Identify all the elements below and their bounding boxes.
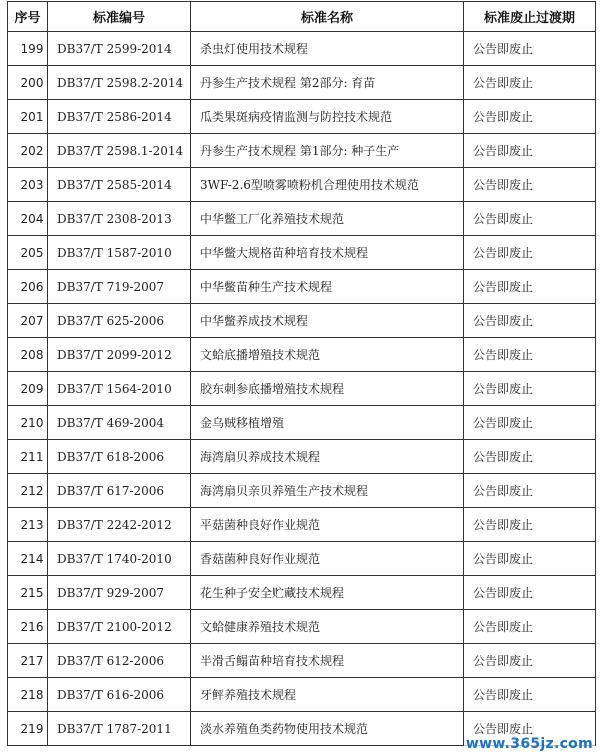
cell-standard-code: DB37/T 2308-2013 xyxy=(48,202,191,236)
cell-abolish-status: 公告即废止 xyxy=(464,338,596,372)
cell-serial-number: 209 xyxy=(8,372,48,406)
cell-serial-number: 205 xyxy=(8,236,48,270)
cell-abolish-status: 公告即废止 xyxy=(464,440,596,474)
cell-standard-name: 香菇菌种良好作业规范 xyxy=(191,542,464,576)
cell-abolish-status: 公告即废止 xyxy=(464,134,596,168)
cell-serial-number: 212 xyxy=(8,474,48,508)
cell-standard-name: 中华鳖养成技术规程 xyxy=(191,304,464,338)
cell-serial-number: 219 xyxy=(8,712,48,746)
table-row xyxy=(8,236,596,270)
table-row xyxy=(8,372,596,406)
cell-standard-code: DB37/T 2599-2014 xyxy=(48,32,191,66)
cell-standard-code: DB37/T 2598.1-2014 xyxy=(48,134,191,168)
cell-standard-name: 丹参生产技术规程 第1部分: 种子生产 xyxy=(191,134,464,168)
cell-serial-number: 218 xyxy=(8,678,48,712)
cell-standard-name: 牙鲆养殖技术规程 xyxy=(191,678,464,712)
header-transition-period: 标准废止过渡期 xyxy=(464,2,596,32)
cell-standard-code: DB37/T 1787-2011 xyxy=(48,712,191,746)
cell-abolish-status: 公告即废止 xyxy=(464,542,596,576)
watermark: www.365jz.com xyxy=(465,736,593,752)
cell-standard-name: 中华鳖苗种生产技术规程 xyxy=(191,270,464,304)
table-body xyxy=(8,32,596,746)
cell-serial-number: 203 xyxy=(8,168,48,202)
cell-standard-name: 花生种子安全贮藏技术规程 xyxy=(191,576,464,610)
cell-serial-number: 217 xyxy=(8,644,48,678)
cell-standard-code: DB37/T 1587-2010 xyxy=(48,236,191,270)
cell-serial-number: 200 xyxy=(8,66,48,100)
cell-serial-number: 214 xyxy=(8,542,48,576)
cell-serial-number: 207 xyxy=(8,304,48,338)
cell-standard-code: DB37/T 1740-2010 xyxy=(48,542,191,576)
cell-abolish-status: 公告即废止 xyxy=(464,304,596,338)
table-row xyxy=(8,406,596,440)
table-row xyxy=(8,202,596,236)
cell-abolish-status: 公告即废止 xyxy=(464,202,596,236)
cell-serial-number: 204 xyxy=(8,202,48,236)
cell-standard-code: DB37/T 929-2007 xyxy=(48,576,191,610)
cell-standard-name: 海湾扇贝养成技术规程 xyxy=(191,440,464,474)
cell-abolish-status: 公告即废止 xyxy=(464,270,596,304)
cell-standard-code: DB37/T 2585-2014 xyxy=(48,168,191,202)
cell-standard-name: 海湾扇贝亲贝养殖生产技术规程 xyxy=(191,474,464,508)
cell-standard-name: 淡水养殖鱼类药物使用技术规范 xyxy=(191,712,464,746)
table-header xyxy=(8,2,596,32)
table-row xyxy=(8,610,596,644)
cell-standard-name: 中华鳖大规格苗种培育技术规程 xyxy=(191,236,464,270)
table-row xyxy=(8,678,596,712)
cell-standard-code: DB37/T 2100-2012 xyxy=(48,610,191,644)
table-row xyxy=(8,304,596,338)
cell-standard-name: 平菇菌种良好作业规范 xyxy=(191,508,464,542)
cell-standard-code: DB37/T 612-2006 xyxy=(48,644,191,678)
cell-standard-code: DB37/T 2242-2012 xyxy=(48,508,191,542)
cell-standard-code: DB37/T 719-2007 xyxy=(48,270,191,304)
cell-standard-name: 胶东刺参底播增殖技术规程 xyxy=(191,372,464,406)
cell-standard-code: DB37/T 2099-2012 xyxy=(48,338,191,372)
cell-abolish-status: 公告即废止 xyxy=(464,168,596,202)
table-row xyxy=(8,270,596,304)
cell-abolish-status: 公告即废止 xyxy=(464,372,596,406)
table-row xyxy=(8,32,596,66)
cell-serial-number: 210 xyxy=(8,406,48,440)
cell-abolish-status: 公告即废止 xyxy=(464,610,596,644)
table-row xyxy=(8,134,596,168)
cell-serial-number: 202 xyxy=(8,134,48,168)
cell-standard-name: 杀虫灯使用技术规程 xyxy=(191,32,464,66)
cell-standard-code: DB37/T 2598.2-2014 xyxy=(48,66,191,100)
cell-standard-code: DB37/T 469-2004 xyxy=(48,406,191,440)
table-row xyxy=(8,576,596,610)
cell-standard-code: DB37/T 616-2006 xyxy=(48,678,191,712)
header-serial-number: 序号 xyxy=(8,2,48,32)
cell-serial-number: 211 xyxy=(8,440,48,474)
standards-table xyxy=(7,1,596,746)
cell-abolish-status: 公告即废止 xyxy=(464,406,596,440)
cell-standard-code: DB37/T 618-2006 xyxy=(48,440,191,474)
cell-serial-number: 208 xyxy=(8,338,48,372)
cell-abolish-status: 公告即废止 xyxy=(464,678,596,712)
cell-abolish-status: 公告即废止 xyxy=(464,474,596,508)
cell-abolish-status: 公告即废止 xyxy=(464,32,596,66)
table-row xyxy=(8,474,596,508)
table-row xyxy=(8,168,596,202)
cell-serial-number: 215 xyxy=(8,576,48,610)
table-row xyxy=(8,66,596,100)
table-row xyxy=(8,100,596,134)
table-row xyxy=(8,542,596,576)
cell-abolish-status: 公告即废止 xyxy=(464,236,596,270)
cell-serial-number: 201 xyxy=(8,100,48,134)
cell-abolish-status: 公告即废止 xyxy=(464,508,596,542)
header-standard-code: 标准编号 xyxy=(48,2,191,32)
cell-standard-name: 丹参生产技术规程 第2部分: 育苗 xyxy=(191,66,464,100)
cell-abolish-status: 公告即废止 xyxy=(464,644,596,678)
header-row xyxy=(8,2,596,32)
cell-serial-number: 213 xyxy=(8,508,48,542)
cell-standard-code: DB37/T 1564-2010 xyxy=(48,372,191,406)
cell-standard-name: 金乌贼移植增殖 xyxy=(191,406,464,440)
cell-standard-name: 半滑舌鳎苗种培育技术规程 xyxy=(191,644,464,678)
cell-abolish-status: 公告即废止 xyxy=(464,66,596,100)
cell-serial-number: 199 xyxy=(8,32,48,66)
cell-serial-number: 216 xyxy=(8,610,48,644)
cell-standard-name: 文蛤健康养殖技术规范 xyxy=(191,610,464,644)
cell-standard-name: 文蛤底播增殖技术规范 xyxy=(191,338,464,372)
table-row xyxy=(8,440,596,474)
cell-standard-code: DB37/T 617-2006 xyxy=(48,474,191,508)
cell-abolish-status: 公告即废止 xyxy=(464,576,596,610)
table-row xyxy=(8,338,596,372)
cell-serial-number: 206 xyxy=(8,270,48,304)
cell-standard-name: 3WF-2.6型喷雾喷粉机合理使用技术规范 xyxy=(191,168,464,202)
cell-abolish-status: 公告即废止 xyxy=(464,712,596,746)
cell-standard-code: DB37/T 2586-2014 xyxy=(48,100,191,134)
table-row xyxy=(8,508,596,542)
cell-standard-code: DB37/T 625-2006 xyxy=(48,304,191,338)
cell-abolish-status: 公告即废止 xyxy=(464,100,596,134)
table-row xyxy=(8,644,596,678)
cell-standard-name: 中华鳖工厂化养殖技术规范 xyxy=(191,202,464,236)
header-standard-name: 标准名称 xyxy=(191,2,464,32)
cell-standard-name: 瓜类果斑病疫情监测与防控技术规范 xyxy=(191,100,464,134)
